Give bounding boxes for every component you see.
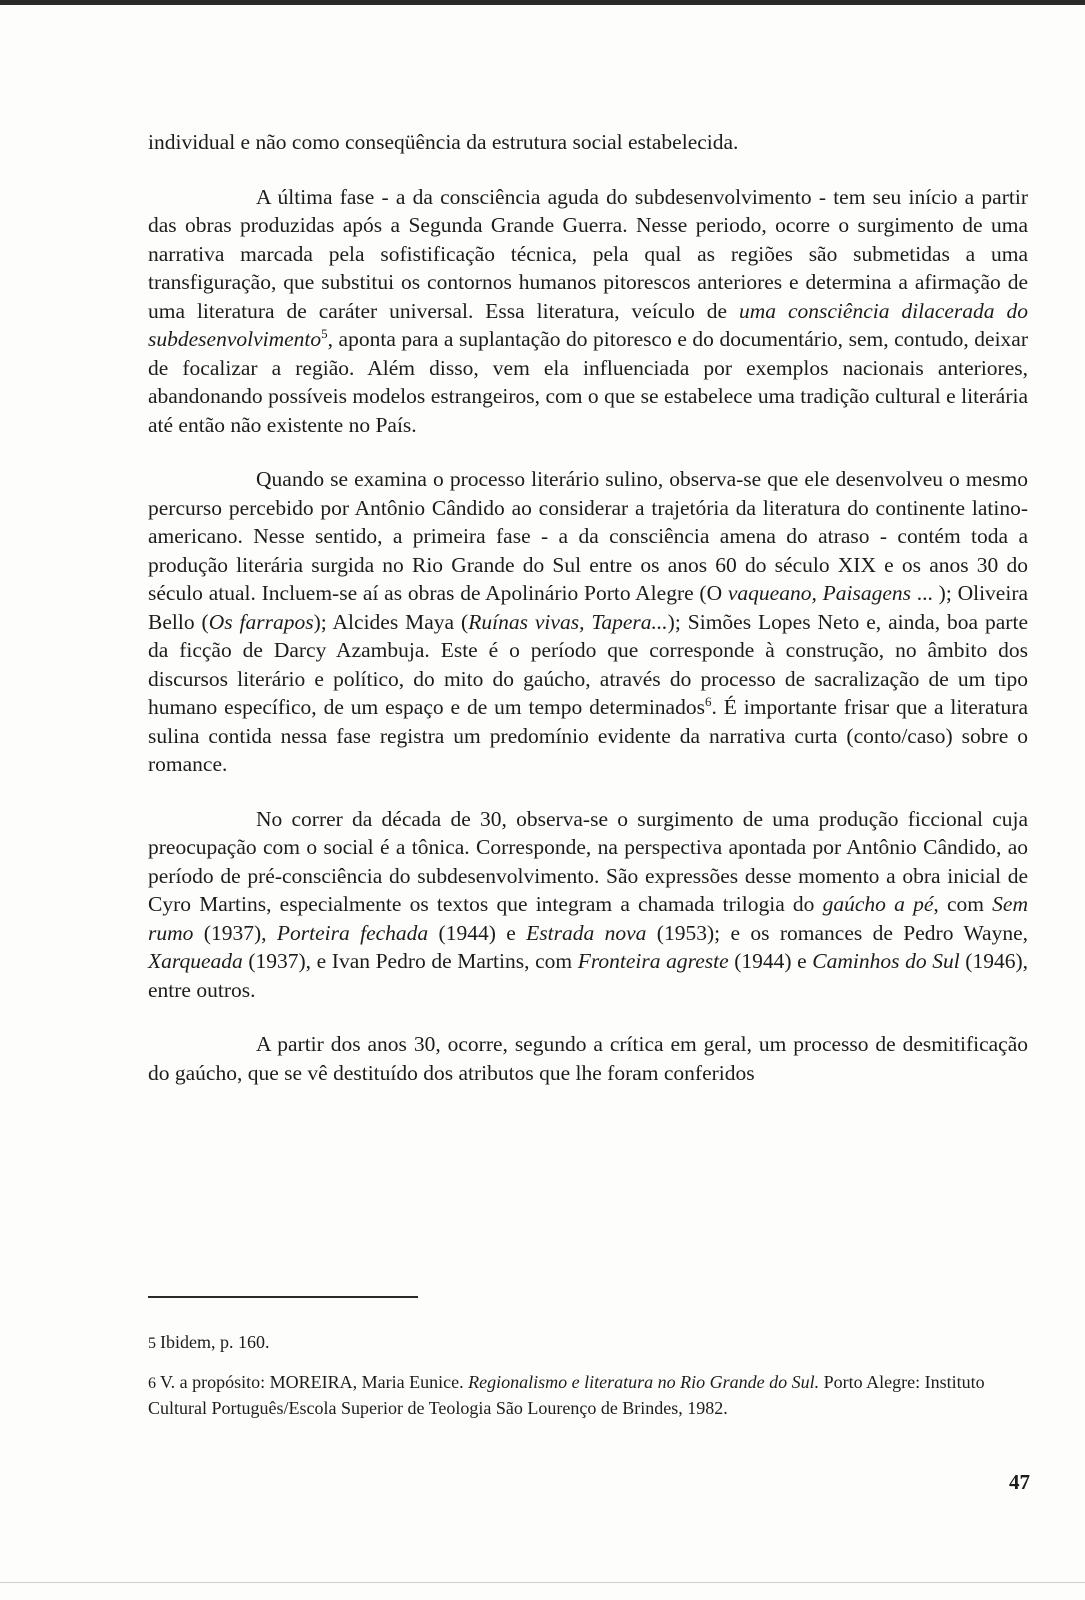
text-run: (1937), e Ivan Pedro de Martins, com <box>242 949 578 973</box>
text-run: V. a propósito: MOREIRA, Maria Eunice. <box>160 1372 469 1392</box>
italic-text: vaqueano, Paisagens <box>727 581 912 605</box>
text-run: (1937), <box>193 920 277 945</box>
italic-text: Xarqueada <box>148 949 243 973</box>
text-run: A partir dos anos 30, ocorre, segundo a crítica em geral, um processo de desmitificação do gaúcho, que se vê destituído dos atributos que lhe foram conferidos <box>148 1032 1028 1085</box>
text-run: A última fase - a da consciência aguda do subdesenvolvimento - tem seu início a partir das obras produzidas após a Segunda Grande Guerra. Nesse periodo, ocorre o surgimento de uma narrativa marcada pela sofistificação técnica, pela qual as regiões são submetidas a uma transfiguração, que substitui os contornos humanos pitorescos anteriores e determina a afirmação de uma literatura de caráter universal. Essa literatura, veículo de <box>148 184 1028 323</box>
text-run: ); Alcides Maya ( <box>313 609 469 634</box>
italic-text: Ruínas vivas, Tapera... <box>468 609 668 634</box>
footnote-separator <box>148 1296 418 1298</box>
italic-text: Os farrapos <box>208 609 314 634</box>
text-run: (1944) e <box>728 949 813 973</box>
paragraph <box>148 183 1028 440</box>
paragraph <box>148 465 1028 779</box>
footnote-number: 5 <box>148 1335 156 1352</box>
footnote-reference: 5 <box>321 325 328 341</box>
text-run: , aponta para a suplantação do pitoresco e do documentário, sem, contudo, deixar de focalizar a região. Além disso, vem ela influenciada por exemplos nacionais anteriores, abandonando possíveis modelos estrangeiros, com o que se estabelece uma tradição cultural e literária até então não existente no País. <box>148 327 1028 437</box>
italic-text: gaúcho a pé <box>822 892 934 916</box>
bottom-edge-rule <box>0 1582 1085 1583</box>
footnote-number: 6 <box>148 1375 156 1392</box>
text-run: , com <box>933 892 993 916</box>
italic-text: Caminhos do Sul <box>812 949 960 973</box>
paragraph <box>148 805 1028 1005</box>
italic-text: uma consciência dilacerada do subdesenvolvimento <box>148 298 1028 351</box>
footnotes <box>148 1330 1028 1421</box>
text-run: ... ); Oliveira Bello ( <box>148 581 1029 634</box>
text-run: Ibidem, p. 160. <box>160 1332 270 1352</box>
text-run: No correr da década de 30, observa-se o surgimento de uma produção ficcional cuja preocupação com o social é a tônica. Corresponde, na perspectiva apontada por Antônio Cândido, ao período de pré-consciência do subdesenvolvimento. São expressões desse momento a obra inicial de Cyro Martins, especialmente os textos que integram a chamada trilogia do <box>148 806 1028 916</box>
paragraph <box>148 1030 1028 1087</box>
italic-text: Regionalismo e literatura no Rio Grande do Sul. <box>468 1372 820 1392</box>
footnote <box>148 1330 1028 1356</box>
text-run: (1953); e os romances de Pedro Wayne, <box>646 920 1028 945</box>
text-run: individual e não como conseqüência da estrutura social estabelecida. <box>148 130 739 154</box>
top-edge-rule <box>0 0 1085 5</box>
text-run: Quando se examina o processo literário sulino, observa-se que ele desenvolveu o mesmo percurso percebido por Antônio Cândido ao considerar a trajetória da literatura do continente latino-americano. Nesse sentido, a primeira fase - a da consciência amena do atraso - contém toda a produção literária surgida no Rio Grande do Sul entre os anos 60 do século XIX e os anos 30 do século atual. Incluem-se aí as obras de Apolinário Porto Alegre (O <box>148 467 1028 605</box>
text-run: (1944) e <box>428 920 527 945</box>
footnote <box>148 1370 1028 1421</box>
page-number: 47 <box>1009 1470 1030 1494</box>
italic-text: Fronteira agreste <box>577 949 729 973</box>
italic-text: Sem rumo <box>148 892 1028 945</box>
text-run: Porto Alegre: Instituto Cultural Português/Escola Superior de Teologia São Lourenço de Brindes, 1982. <box>148 1372 985 1418</box>
paragraph <box>148 128 1028 157</box>
italic-text: Estrada nova <box>526 920 647 945</box>
footnote-reference: 6 <box>704 693 712 709</box>
italic-text: Porteira fechada <box>276 920 429 945</box>
text-run: . É importante frisar que a literatura sulina contida nessa fase registra um predomínio evidente da narrativa curta (conto/caso) sobre o romance. <box>148 695 1029 776</box>
text-run: ); Simões Lopes Neto e, ainda, boa parte da ficção de Darcy Azambuja. Este é o período que corresponde à construção, no âmbito dos discursos literário e político, do mito do gaúcho, através do processo de sacralização de um tipo humano específico, de um espaço e de um tempo determinados <box>148 609 1028 719</box>
body-text <box>148 128 1028 1087</box>
text-run: (1946), entre outros. <box>148 949 1028 1002</box>
